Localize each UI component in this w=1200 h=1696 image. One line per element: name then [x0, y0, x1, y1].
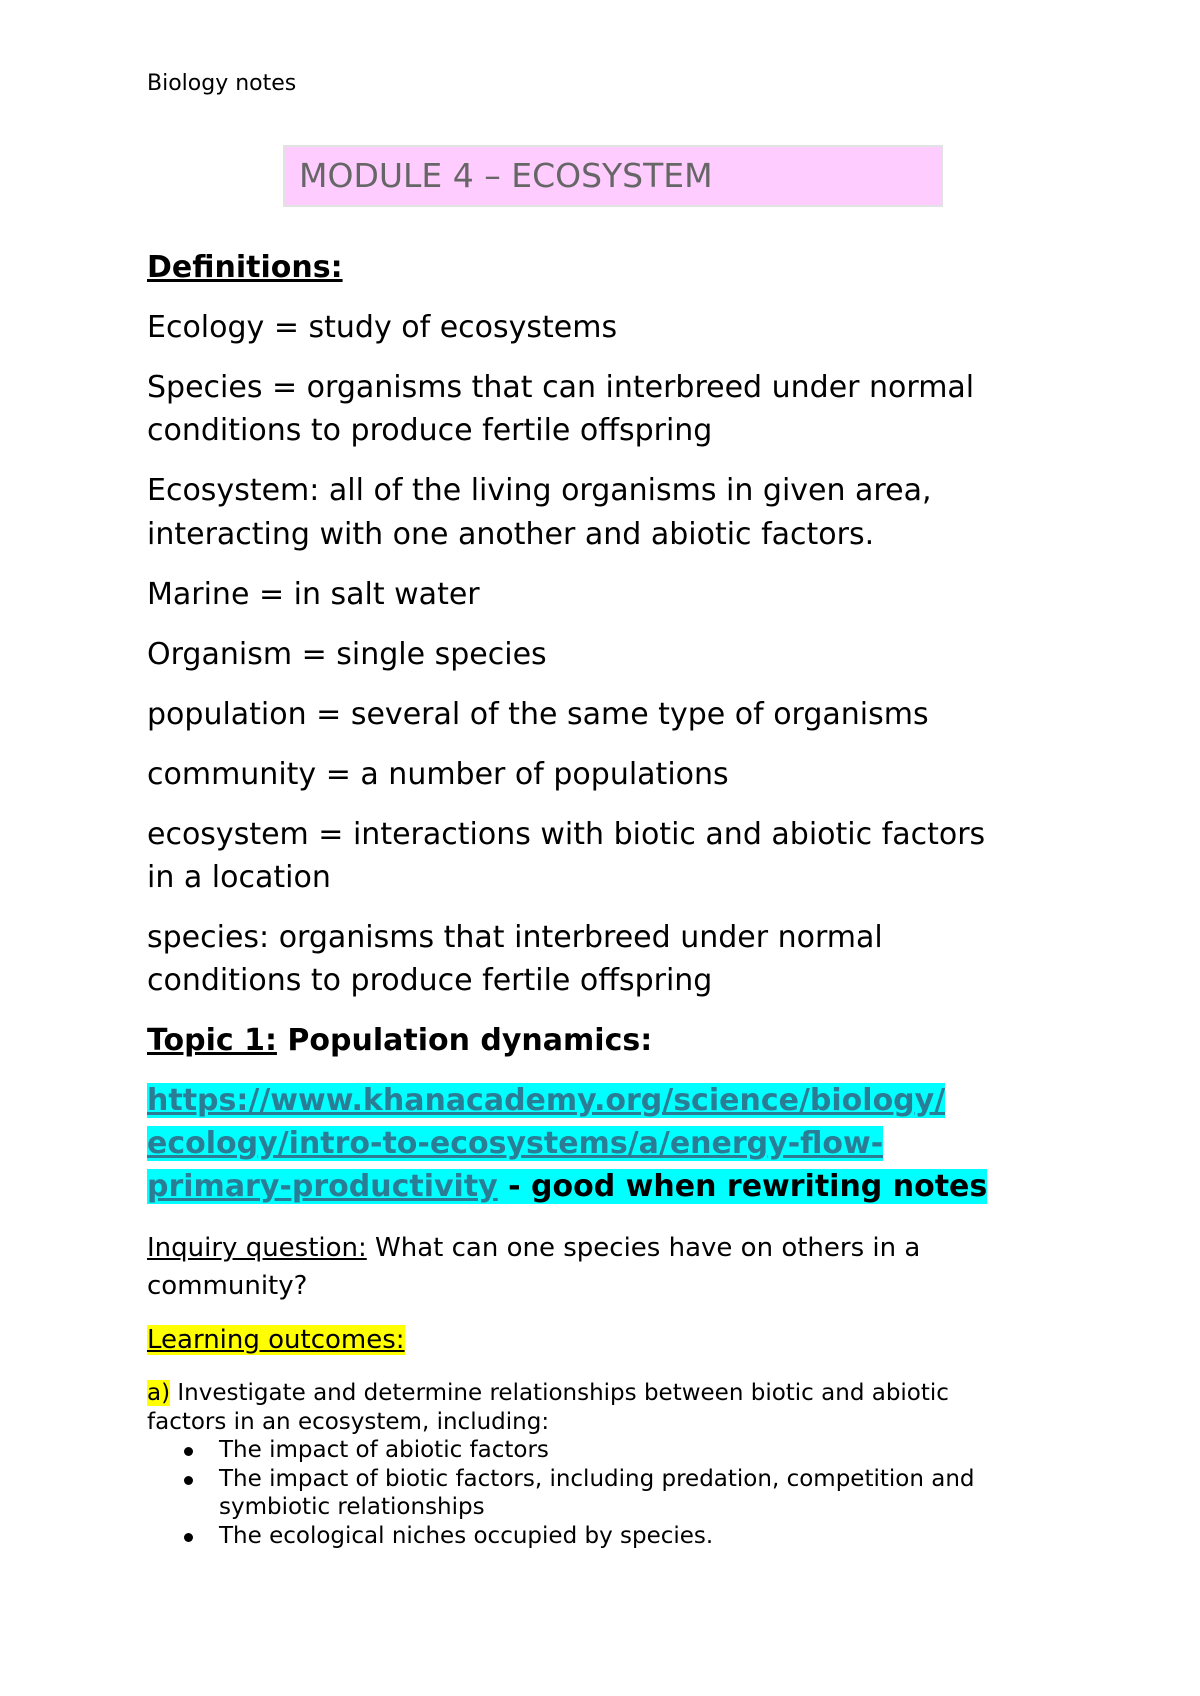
inquiry-label: Inquiry question:	[147, 1233, 367, 1263]
definitions-heading: Definitions:	[147, 250, 343, 285]
bullet-icon	[184, 1476, 193, 1485]
definition-line: in a location	[147, 860, 331, 895]
definition-line: community = a number of populations	[147, 757, 729, 792]
outcome-item-cont: factors in an ecosystem, including:	[147, 1409, 550, 1435]
bullet-icon	[184, 1533, 193, 1542]
topic-link-row	[147, 1083, 946, 1118]
inquiry-question	[147, 1233, 920, 1263]
definition-line: Marine = in salt water	[147, 577, 480, 612]
bullet-item: The ecological niches occupied by species.	[219, 1523, 714, 1549]
khan-academy-link[interactable]: primary-productivity	[147, 1169, 498, 1204]
outcome-item-text: Investigate and determine relationships between biotic and abiotic	[170, 1380, 949, 1406]
definition-line: interacting with one another and abiotic factors.	[147, 517, 875, 552]
bullet-item: The impact of biotic factors, including predation, competition and	[219, 1466, 975, 1492]
definition-line: species: organisms that interbreed under normal	[147, 920, 883, 955]
definition-line: Species = organisms that can interbreed under normal	[147, 370, 975, 405]
topic-label: Topic 1:	[147, 1023, 277, 1058]
module-title: MODULE 4 – ECOSYSTEM	[283, 145, 943, 207]
topic-link-row	[147, 1126, 884, 1161]
page-header: Biology notes	[147, 71, 297, 96]
inquiry-text: What can one species have on others in a	[366, 1233, 921, 1263]
definition-line: Ecology = study of ecosystems	[147, 310, 618, 345]
topic-title: Population dynamics:	[276, 1023, 653, 1058]
definition-line: conditions to produce fertile offspring	[147, 963, 713, 998]
inquiry-question-cont: community?	[147, 1271, 308, 1301]
khan-academy-link[interactable]: https://www.khanacademy.org/science/biology/	[147, 1083, 946, 1118]
outcome-item-label: a)	[147, 1380, 171, 1406]
bullet-item-cont: symbiotic relationships	[219, 1494, 485, 1520]
topic-link-row	[147, 1169, 988, 1204]
outcome-item	[147, 1380, 949, 1406]
definition-line: Ecosystem: all of the living organisms in given area,	[147, 473, 932, 508]
definition-line: conditions to produce fertile offspring	[147, 413, 713, 448]
definition-line: population = several of the same type of organisms	[147, 697, 929, 732]
topic-heading	[147, 1023, 653, 1058]
khan-academy-link[interactable]: ecology/intro-to-ecosystems/a/energy-flow-	[147, 1126, 884, 1161]
bullet-item: The impact of abiotic factors	[219, 1437, 549, 1463]
definition-line: Organism = single species	[147, 637, 547, 672]
bullet-icon	[184, 1447, 193, 1456]
learning-outcomes-heading: Learning outcomes:	[147, 1325, 405, 1355]
link-note: - good when rewriting notes	[497, 1169, 988, 1204]
definition-line: ecosystem = interactions with biotic and abiotic factors	[147, 817, 986, 852]
